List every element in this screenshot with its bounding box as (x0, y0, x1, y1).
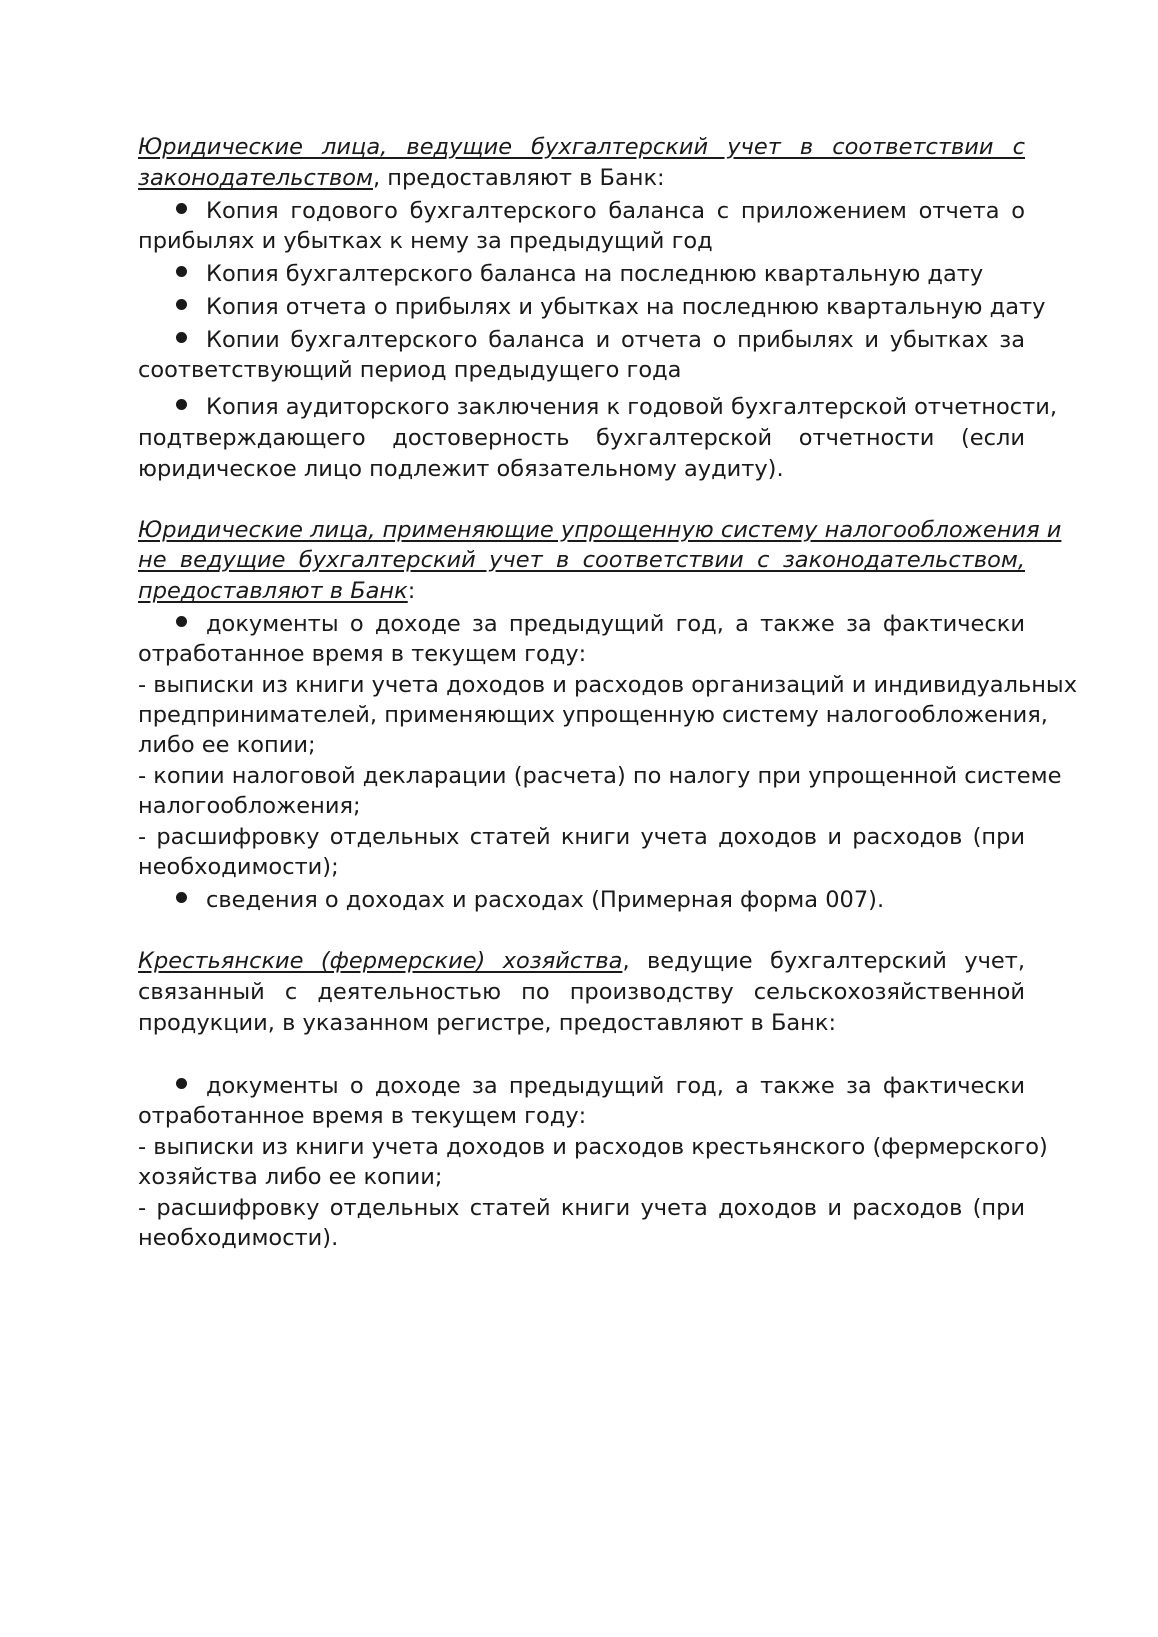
section3-heading-underlined: Крестьянские (фермерские) хозяйства (138, 948, 623, 974)
list-item-text: Копия годового бухгалтерского баланса с приложением отчета о (206, 198, 1025, 224)
bullet-icon (176, 332, 187, 343)
list-item (138, 324, 1025, 356)
section2-heading-line2: не ведущие бухгалтерский учет в соответствии с законодательством, (138, 547, 1025, 573)
list-item-text: Копии бухгалтерского баланса и отчета о прибылях и убытках за (206, 327, 1025, 353)
list-item-text: Копия отчета о прибылях и убытках на последнюю квартальную дату (206, 294, 1046, 320)
dash-line: - выписки из книги учета доходов и расходов организаций и индивидуальных (138, 672, 1078, 698)
list-item-continuation: соответствующий период предыдущего года (138, 357, 682, 383)
bullet-icon (176, 203, 187, 214)
dash-line: - копии налоговой декларации (расчета) по налогу при упрощенной системе (138, 763, 1062, 789)
list-item-text: сведения о доходах и расходах (Примерная форма 007). (206, 887, 885, 913)
section2-heading-underlined: предоставляют в Банк (138, 578, 408, 604)
section3-heading-line2: связанный с деятельностью по производству сельскохозяйственной (138, 979, 1025, 1005)
list-item (138, 608, 1025, 640)
section3-heading-line3: продукции, в указанном регистре, предоставляют в Банк: (138, 1010, 837, 1036)
list-item-continuation: отработанное время в текущем году: (138, 641, 587, 667)
dash-line: - выписки из книги учета доходов и расходов крестьянского (фермерского) (138, 1134, 1048, 1160)
bullet-icon (176, 399, 187, 410)
section3-heading-line1 (138, 945, 1025, 977)
dash-line: - расшифровку отдельных статей книги учета доходов и расходов (при (138, 824, 1025, 850)
list-item-continuation: прибылях и убытках к нему за предыдущий год (138, 228, 713, 254)
bullet-icon (176, 892, 187, 903)
list-item (138, 884, 1025, 916)
list-item (138, 1070, 1025, 1102)
list-item (138, 195, 1025, 227)
section1-heading-line1: Юридические лица, ведущие бухгалтерский учет в соответствии с (138, 134, 1025, 160)
dash-line: налогообложения; (138, 793, 361, 819)
list-item-continuation: подтверждающего достоверность бухгалтерской отчетности (если (138, 425, 1025, 451)
section1-heading-line2 (138, 162, 1025, 194)
section1-heading-underlined: законодательством (138, 165, 373, 191)
list-item-continuation: юридическое лицо подлежит обязательному аудиту). (138, 456, 784, 482)
list-item-text: документы о доходе за предыдущий год, а также за фактически (206, 611, 1025, 637)
section2-heading-line1: Юридические лица, применяющие упрощенную систему налогообложения и (138, 517, 1062, 543)
bullet-icon (176, 616, 187, 627)
dash-line: либо ее копии; (138, 732, 316, 758)
list-item (138, 391, 1058, 423)
list-item (138, 291, 1046, 323)
section2-heading-line3 (138, 575, 1025, 607)
bullet-icon (176, 299, 187, 310)
dash-line: предпринимателей, применяющих упрощенную систему налогообложения, (138, 702, 1048, 728)
dash-line: необходимости); (138, 854, 339, 880)
list-item-text: документы о доходе за предыдущий год, а также за фактически (206, 1073, 1025, 1099)
section2-heading-rest: : (407, 578, 416, 604)
bullet-icon (176, 1078, 187, 1089)
list-item (138, 258, 1025, 290)
dash-line: необходимости). (138, 1225, 339, 1251)
list-item-text: Копия бухгалтерского баланса на последнюю квартальную дату (206, 261, 984, 287)
list-item-text: Копия аудиторского заключения к годовой бухгалтерской отчетности, (206, 394, 1058, 420)
dash-line: хозяйства либо ее копии; (138, 1164, 443, 1190)
section3-heading-rest: , ведущие бухгалтерский учет, (622, 948, 1025, 974)
section1-heading-rest: , предоставляют в Банк: (373, 165, 665, 191)
list-item-continuation: отработанное время в текущем году: (138, 1103, 587, 1129)
dash-line: - расшифровку отдельных статей книги учета доходов и расходов (при (138, 1195, 1025, 1221)
bullet-icon (176, 266, 187, 277)
